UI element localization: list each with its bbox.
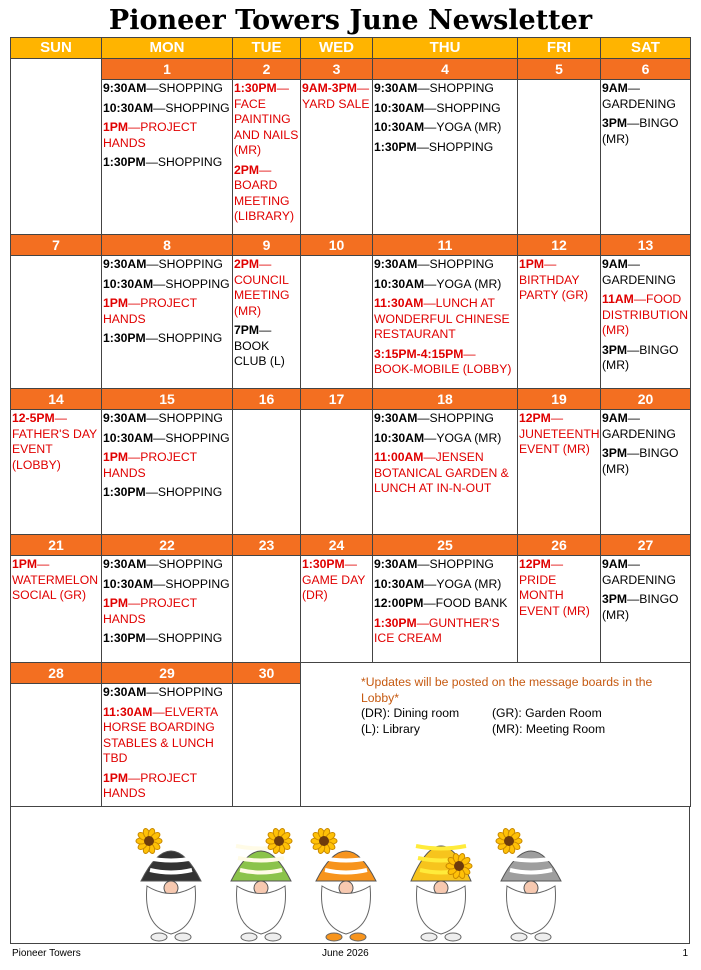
calendar-event: [103, 411, 232, 427]
event-time: 10:30AM: [374, 120, 425, 134]
event-description: —SHOPPING: [417, 81, 494, 95]
calendar-event: [374, 81, 517, 97]
event-time: 9:30AM: [103, 81, 147, 95]
event-description: —SHOPPING: [153, 100, 230, 115]
weekday-mon: MON: [102, 38, 233, 59]
event-time: 3:15PM-4:15PM: [374, 346, 464, 361]
calendar-event: [103, 81, 232, 97]
calendar-event: [103, 120, 232, 151]
event-description: —YOGA (MR): [424, 576, 502, 591]
event-time: 1PM: [103, 770, 129, 785]
week-number-row: [11, 235, 691, 256]
legend-row: [361, 722, 690, 738]
day-cell: [373, 410, 518, 535]
event-time: 11:00AM: [374, 450, 424, 464]
event-description: —YOGA (MR): [424, 430, 502, 445]
day-number: 26: [518, 535, 601, 556]
legend-item: (L): Library: [361, 721, 420, 736]
day-number: 15: [102, 389, 233, 410]
gnome-green-striped-icon: [231, 828, 292, 941]
calendar: [10, 37, 691, 807]
day-number: 21: [11, 535, 102, 556]
event-description: — JUNETEENTH EVENT (MR): [519, 411, 600, 456]
event-description: —PROJECT HANDS: [103, 296, 197, 326]
event-time: 2PM: [234, 162, 260, 177]
event-description: —SHOPPING: [417, 557, 494, 571]
event-time: 1:30PM: [103, 631, 146, 645]
event-time: 10:30AM: [374, 576, 425, 591]
event-description: —FOOD DISTRIBUTION (MR): [602, 292, 688, 337]
calendar-event: [103, 155, 232, 171]
event-time: 9:30AM: [374, 257, 418, 271]
event-description: —GUNTHER'S ICE CREAM: [374, 615, 500, 645]
week-events-row: [11, 556, 691, 663]
day-cell: [601, 556, 691, 663]
event-description: —BINGO (MR): [602, 342, 679, 372]
legend-item: (MR): Meeting Room: [492, 721, 606, 736]
week-events-row: [11, 80, 691, 235]
event-time: 9AM: [602, 557, 628, 571]
event-description: —SHOPPING: [145, 155, 223, 169]
calendar-event: [374, 577, 517, 593]
calendar-event: [374, 557, 517, 573]
event-description: — GARDENING: [602, 81, 676, 111]
calendar-event: [103, 450, 232, 481]
day-number: 29: [102, 663, 233, 684]
gnome-yellow-dotted-icon: [411, 846, 472, 941]
event-time: 1:30PM: [103, 331, 146, 345]
weekday-sun: SUN: [11, 38, 102, 59]
calendar-event: [234, 163, 300, 225]
day-cell: [233, 80, 301, 235]
week-events-row: [11, 256, 691, 389]
week-number-row: [11, 59, 691, 80]
calendar-event: [374, 411, 517, 427]
day-cell: [11, 80, 102, 235]
day-number: 11: [373, 235, 518, 256]
calendar-event: [103, 685, 232, 701]
event-time: 1PM: [103, 296, 129, 310]
calendar-event: [374, 296, 517, 343]
day-cell: [11, 256, 102, 389]
weekday-wed: WED: [301, 38, 373, 59]
day-cell: [373, 80, 518, 235]
event-description: —ELVERTA HORSE BOARDING STABLES & LUNCH TBD: [103, 704, 218, 765]
day-number: 19: [518, 389, 601, 410]
event-description: —SHOPPING: [146, 257, 223, 271]
day-cell: [102, 410, 233, 535]
calendar-event: [103, 277, 232, 293]
calendar-event: [374, 347, 517, 378]
calendar-event: [374, 596, 517, 612]
day-number: 28: [11, 663, 102, 684]
event-description: —PROJECT HANDS: [103, 596, 197, 626]
weekday-header: [11, 38, 691, 59]
day-cell: [601, 256, 691, 389]
day-number: 2: [233, 59, 301, 80]
event-time: 10:30AM: [374, 276, 425, 291]
calendar-event: [374, 257, 517, 273]
event-description: —SHOPPING: [146, 685, 223, 699]
weekday-thu: THU: [373, 38, 518, 59]
calendar-event: [103, 257, 232, 273]
calendar-event: [103, 296, 232, 327]
week-number-row: [11, 535, 691, 556]
calendar-event: [103, 557, 232, 573]
day-cell: [233, 684, 301, 807]
event-description: —SHOPPING: [146, 411, 223, 425]
event-description: —BINGO (MR): [602, 592, 679, 622]
event-description: —PROJECT HANDS: [103, 450, 197, 480]
calendar-event: [519, 257, 600, 304]
event-time: 11AM: [602, 292, 634, 306]
calendar-event: [302, 557, 372, 604]
event-time: 12PM: [519, 411, 551, 425]
event-time: 1:30PM: [302, 557, 345, 571]
day-number: 9: [233, 235, 301, 256]
day-cell: [601, 80, 691, 235]
calendar-event: [103, 485, 232, 501]
event-time: 7PM: [234, 323, 260, 337]
day-cell: [601, 410, 691, 535]
week-number-row: [11, 389, 691, 410]
day-number: 12: [518, 235, 601, 256]
calendar-event: [103, 596, 232, 627]
calendar-event: [103, 705, 232, 767]
event-description: — BIRTHDAY PARTY (GR): [519, 257, 589, 302]
event-description: —SHOPPING: [153, 430, 230, 445]
event-description: —SHOPPING: [153, 276, 230, 291]
event-time: 9:30AM: [103, 557, 147, 571]
day-cell: [102, 256, 233, 389]
event-description: —YOGA (MR): [424, 120, 502, 134]
event-time: 10:30AM: [103, 100, 154, 115]
event-time: 9:30AM: [374, 81, 418, 95]
gnome-gray-striped-icon: [496, 828, 561, 941]
calendar-event: [374, 120, 517, 136]
calendar-event: [519, 411, 600, 458]
event-time: 1:30PM: [103, 155, 146, 169]
calendar-event: [374, 450, 517, 497]
calendar-event: [12, 411, 101, 473]
calendar-event: [374, 140, 517, 156]
event-time: 10:30AM: [374, 100, 425, 115]
event-description: —SHOPPING: [145, 631, 223, 645]
day-number: 23: [233, 535, 301, 556]
day-cell: [301, 556, 373, 663]
day-number: 22: [102, 535, 233, 556]
calendar-event: [374, 431, 517, 447]
event-description: — GARDENING: [602, 411, 676, 441]
notes-box: [301, 663, 691, 807]
calendar-event: [602, 411, 690, 442]
event-description: —LUNCH AT WONDERFUL CHINESE RESTAURANT: [374, 296, 510, 341]
event-description: —SHOPPING: [416, 139, 494, 154]
event-time: 1PM: [103, 596, 129, 610]
footer-left: Pioneer Towers: [12, 948, 81, 959]
event-time: 9AM: [602, 257, 628, 271]
event-description: —SHOPPING: [146, 557, 223, 571]
event-description: — GARDENING: [602, 257, 676, 287]
footer-page: 1: [682, 948, 688, 959]
event-description: — BOOK CLUB (L): [234, 323, 285, 368]
event-time: 1PM: [12, 557, 38, 571]
calendar-event: [602, 343, 690, 374]
weekday-fri: FRI: [518, 38, 601, 59]
day-cell: [301, 256, 373, 389]
calendar-event: [602, 81, 690, 112]
day-number: 1: [102, 59, 233, 80]
calendar-event: [374, 616, 517, 647]
day-number: 14: [11, 389, 102, 410]
event-time: 3PM: [602, 592, 628, 606]
day-number: 10: [301, 235, 373, 256]
event-time: 10:30AM: [103, 276, 154, 291]
event-time: 9AM: [602, 411, 628, 425]
weekday-tue: TUE: [233, 38, 301, 59]
event-description: —FACE PAINTING AND NAILS (MR): [234, 81, 299, 157]
calendar-event: [12, 557, 101, 604]
event-time: 9:30AM: [374, 411, 418, 425]
event-description: —SHOPPING: [153, 576, 230, 591]
day-cell: [233, 556, 301, 663]
calendar-event: [602, 116, 690, 147]
day-cell: [518, 410, 601, 535]
calendar-event: [602, 557, 690, 588]
event-description: —SHOPPING: [145, 485, 223, 499]
calendar-event: [374, 101, 517, 117]
calendar-event: [234, 81, 300, 159]
calendar-event: [234, 323, 300, 370]
day-number: 5: [518, 59, 601, 80]
event-description: —SHOPPING: [145, 331, 223, 345]
event-time: 9:30AM: [103, 257, 147, 271]
event-time: 12:00PM: [374, 596, 424, 610]
event-time: 1PM: [103, 450, 129, 464]
event-time: 1:30PM: [103, 485, 146, 499]
event-time: 2PM: [234, 257, 260, 271]
event-description: — PRIDE MONTH EVENT (MR): [519, 557, 590, 618]
calendar-event: [103, 101, 232, 117]
day-number: 7: [11, 235, 102, 256]
day-cell: [373, 556, 518, 663]
day-number: 17: [301, 389, 373, 410]
event-time: 1PM: [519, 257, 545, 271]
day-cell: [301, 410, 373, 535]
calendar-event: [103, 577, 232, 593]
calendar-event: [519, 557, 600, 619]
gnome-orange-striped-icon: [311, 828, 376, 941]
calendar-event: [602, 257, 690, 288]
update-notice: *Updates will be posted on the message boards in the Lobby*: [361, 675, 653, 705]
calendar-event: [602, 292, 690, 339]
event-description: —FOOD BANK: [423, 596, 508, 610]
calendar-event: [374, 277, 517, 293]
weekday-sat: SAT: [601, 38, 691, 59]
week-events-row: [11, 410, 691, 535]
day-number: 27: [601, 535, 691, 556]
event-time: 11:30AM: [374, 296, 424, 310]
legend-row: [361, 706, 690, 722]
event-description: — FATHER'S DAY EVENT (LOBBY): [12, 411, 97, 472]
calendar-event: [602, 592, 690, 623]
newsletter-title: Pioneer Towers June Newsletter: [108, 5, 593, 36]
event-description: —BINGO (MR): [602, 116, 679, 146]
day-number: 3: [301, 59, 373, 80]
event-description: —YOGA (MR): [424, 276, 502, 291]
day-number: [11, 59, 102, 80]
event-description: —SHOPPING: [424, 100, 501, 115]
event-description: — BOARD MEETING (LIBRARY): [234, 162, 295, 223]
event-time: 1:30PM: [234, 81, 277, 95]
day-number: 8: [102, 235, 233, 256]
event-description: —PROJECT HANDS: [103, 770, 197, 800]
event-time: 3PM: [602, 116, 628, 130]
event-description: —PROJECT HANDS: [103, 120, 197, 150]
calendar-event: [103, 631, 232, 647]
event-time: 9:30AM: [103, 411, 147, 425]
event-time: 10:30AM: [103, 576, 154, 591]
calendar-event: [234, 257, 300, 319]
event-description: —SHOPPING: [417, 257, 494, 271]
day-number: 18: [373, 389, 518, 410]
day-cell: [233, 256, 301, 389]
day-number: 20: [601, 389, 691, 410]
day-cell: [301, 80, 373, 235]
event-description: — GARDENING: [602, 557, 676, 587]
legend-item: (GR): Garden Room: [492, 706, 602, 720]
event-description: — WATERMELON SOCIAL (GR): [12, 557, 98, 602]
day-number: 6: [601, 59, 691, 80]
day-cell: [102, 556, 233, 663]
day-number: 24: [301, 535, 373, 556]
week-number-row: [11, 663, 691, 684]
event-time: 11:30AM: [103, 704, 153, 719]
day-cell: [102, 80, 233, 235]
event-time: 10:30AM: [103, 430, 154, 445]
event-time: 9AM-3PM: [302, 81, 357, 95]
event-time: 9:30AM: [103, 685, 147, 699]
event-description: — GAME DAY (DR): [302, 557, 366, 602]
event-time: 12PM: [519, 557, 551, 571]
event-time: 3PM: [602, 342, 628, 357]
calendar-event: [103, 771, 232, 802]
calendar-event: [602, 446, 690, 477]
event-time: 3PM: [602, 446, 628, 460]
day-cell: [11, 410, 102, 535]
day-cell: [11, 556, 102, 663]
day-number: 16: [233, 389, 301, 410]
day-cell: [233, 410, 301, 535]
day-cell: [518, 556, 601, 663]
day-cell: [518, 256, 601, 389]
day-cell: [518, 80, 601, 235]
event-time: 10:30AM: [374, 430, 425, 445]
event-time: 1PM: [103, 120, 129, 134]
event-description: — COUNCIL MEETING (MR): [234, 257, 290, 318]
calendar-event: [103, 431, 232, 447]
event-description: —SHOPPING: [417, 411, 494, 425]
day-number: 4: [373, 59, 518, 80]
event-time: 9:30AM: [374, 557, 418, 571]
event-time: 9AM: [602, 81, 628, 95]
day-cell: [373, 256, 518, 389]
gnome-checkered-icon: [136, 828, 201, 941]
event-description: —SHOPPING: [146, 81, 223, 95]
gnome-illustration: [11, 806, 689, 942]
calendar-event: [302, 81, 372, 112]
footer-center: June 2026: [322, 948, 369, 959]
event-time: 1:30PM: [374, 139, 417, 154]
day-cell: [102, 684, 233, 807]
day-number: 25: [373, 535, 518, 556]
day-number: 30: [233, 663, 301, 684]
event-time: 1:30PM: [374, 615, 417, 630]
legend-item: (DR): Dining room: [361, 706, 460, 720]
gnome-decoration: [10, 806, 690, 944]
day-number: 13: [601, 235, 691, 256]
event-description: — YARD SALE: [302, 81, 370, 111]
event-description: —BINGO (MR): [602, 446, 679, 476]
event-description: — BOOK-MOBILE (LOBBY): [374, 346, 512, 376]
calendar-event: [103, 331, 232, 347]
event-description: —JENSEN BOTANICAL GARDEN & LUNCH AT IN-N-OUT: [374, 450, 509, 495]
event-time: 12-5PM: [12, 411, 55, 425]
day-cell: [11, 684, 102, 807]
